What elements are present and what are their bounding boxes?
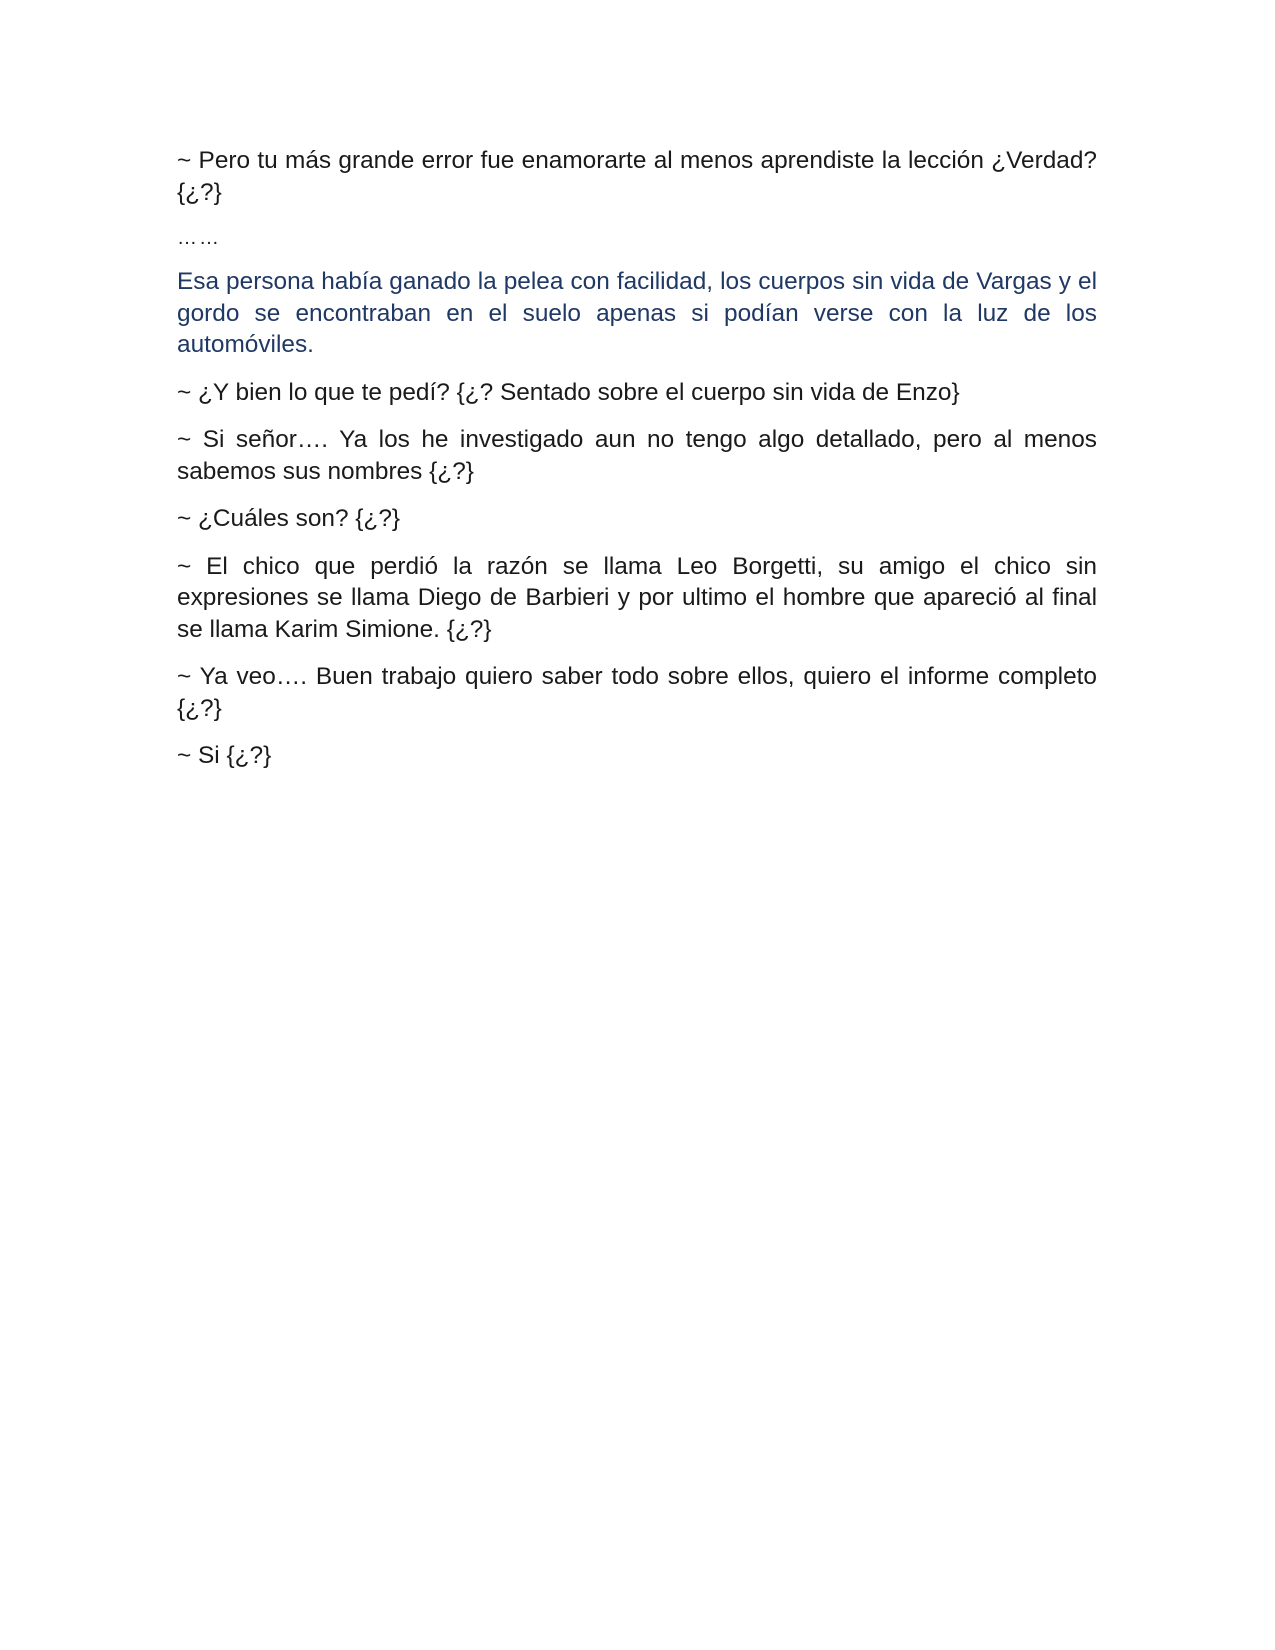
dialogue-paragraph: ~ Si señor…. Ya los he investigado aun no tengo algo detallado, pero al menos sabemos sus nombres {¿?} bbox=[177, 426, 1097, 485]
scene-break: …… bbox=[177, 227, 221, 249]
dialogue-paragraph: ~ ¿Cuáles son? {¿?} bbox=[177, 505, 401, 532]
dialogue-paragraph: ~ Ya veo…. Buen trabajo quiero saber todo sobre ellos, quiero el informe completo {¿?} bbox=[177, 663, 1097, 722]
document-body bbox=[177, 145, 1097, 788]
narration-paragraph: Esa persona había ganado la pelea con facilidad, los cuerpos sin vida de Vargas y el gordo se encontraban en el suelo apenas si podían verse con la luz de los automóviles. bbox=[177, 268, 1097, 358]
dialogue-paragraph: ~ ¿Y bien lo que te pedí? {¿? Sentado sobre el cuerpo sin vida de Enzo} bbox=[177, 378, 960, 406]
dialogue-paragraph: ~ El chico que perdió la razón se llama Leo Borgetti, su amigo el chico sin expresiones se llama Diego de Barbieri y por ultimo el hombre que apareció al final se llama Karim Simione. {¿?} bbox=[177, 552, 1097, 643]
dialogue-paragraph: ~ Pero tu más grande error fue enamorarte al menos aprendiste la lección ¿Verdad? {¿?} bbox=[177, 147, 1097, 206]
dialogue-paragraph: ~ Si {¿?} bbox=[177, 742, 272, 769]
